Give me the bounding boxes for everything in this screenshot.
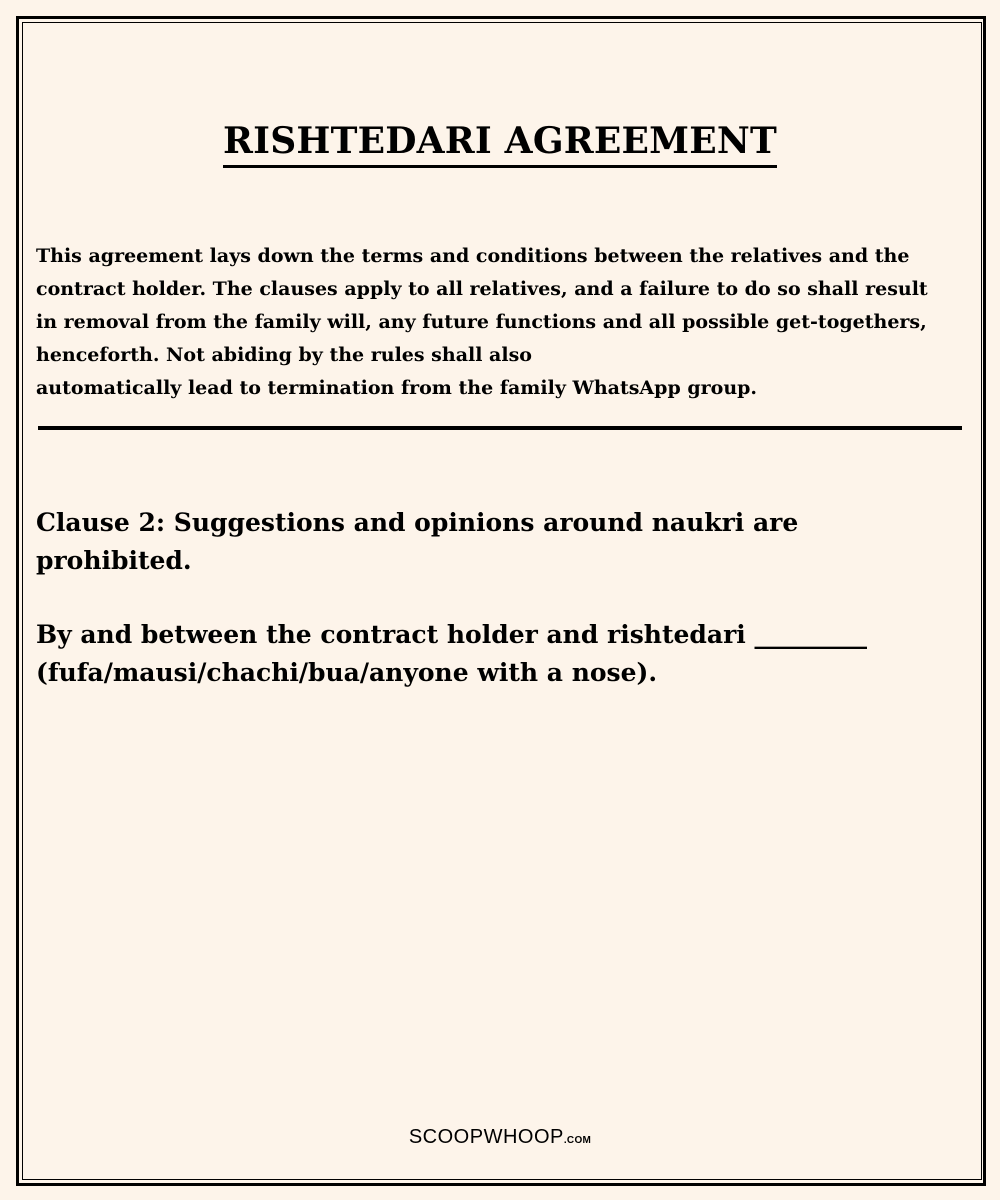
intro-line: automatically lead to termination from the family WhatsApp group. (36, 377, 758, 399)
inner-frame (22, 22, 982, 1180)
scoopwhoop-logo (0, 1126, 1000, 1149)
intro-line: contract holder. The clauses apply to all relatives, and a failure to do so shall result (36, 278, 928, 300)
parties-text (36, 616, 956, 692)
intro-line: This agreement lays down the terms and conditions between the relatives and the (36, 245, 910, 267)
clause-line: Clause 2: Suggestions and opinions around naukri are (36, 508, 799, 537)
page-title (0, 118, 1000, 168)
intro-line: in removal from the family will, any future functions and all possible get-togethers, (36, 311, 927, 333)
parties-line: (fufa/mausi/chachi/bua/anyone with a nose). (36, 658, 658, 687)
intro-paragraph (36, 240, 956, 405)
logo-main-text: SCOOPWHOOP (408, 1126, 564, 1148)
logo-suffix-text: .COM (563, 1135, 592, 1146)
parties-line: By and between the contract holder and rishtedari _________ (36, 620, 867, 649)
title-text: RISHTEDARI AGREEMENT (223, 118, 777, 168)
clause-text (36, 504, 956, 580)
intro-line: henceforth. Not abiding by the rules shall also (36, 344, 532, 366)
section-divider (38, 426, 962, 430)
clause-line: prohibited. (36, 546, 192, 575)
